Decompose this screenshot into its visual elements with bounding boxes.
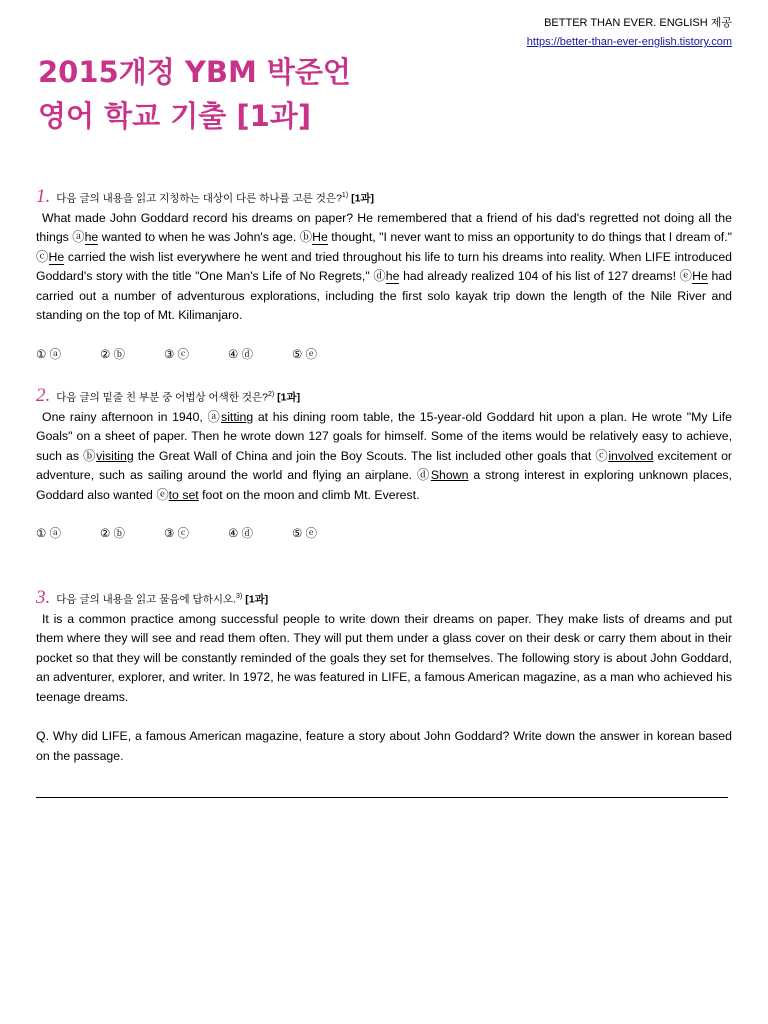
question-number: 3. [36,586,51,608]
passage-text: One rainy afternoon in 1940, [42,409,208,424]
passage-text: had already realized 104 of his list of 127 dreams! [399,269,680,283]
passage-text: thought, "I never want to miss an opportunity to do things that I dream of." [327,230,732,244]
underlined-word-e: He [692,269,708,283]
passage-text: the Great Wall of China and join the Boy Scouts. The list included other goals that [133,448,596,463]
choice-3[interactable]: ③ ⓒ [164,348,190,361]
passage-text: What made John Goddard record his dreams on paper? He remembered that a friend of his dad's regretted not doing all the things [36,210,732,244]
page-title [38,50,351,138]
question-number: 1. [36,185,51,207]
question-2-choices [36,525,732,541]
footnote-ref: 3) [236,593,243,600]
choice-1[interactable]: ① ⓐ [36,528,62,540]
marker-e: ⓔ [156,487,169,502]
choice-2[interactable]: ② ⓑ [100,528,126,540]
question-3-passage: It is a common practice among successful people to write down their dreams on paper. They make lists of dreams and put them where they will see and read them often. They will put them under a glass cover on their desk or carry them about in their pocket so that they will be constantly reminded of the goals they set for themselves. The following story is about John Goddard, an adventurer, explorer, and writer. In 1972, he was featured in LIFE, a famous American magazine, as a man who achieved his teenage dreams. [36,611,732,704]
provider-text: BETTER THAN EVER. ENGLISH 제공 [544,17,732,29]
question-3-prompt: Q. Why did LIFE, a famous American magazine, feature a story about John Goddard? Write down the answer in korean based on the passage. [36,729,732,763]
blog-link[interactable]: https://better-than-ever-english.tistory.com [526,36,732,48]
question-1-passage [36,209,732,326]
marker-b: ⓑ [83,448,97,463]
passage-text: carried the wish list everywhere he went and tried throughout his life to turn his dreams into reality. When LIFE introduced Goddard's story with the title "One Man's Life of No Regrets," [36,249,732,283]
underlined-word-c: He [48,249,65,264]
marker-d: ⓓ [417,468,431,482]
passage-text: foot on the moon and climb Mt. Everest. [198,487,420,502]
question-instruction: 다음 글의 밑줄 친 부분 중 어법상 어색한 것은? [56,391,269,404]
underlined-word-b: He [312,230,328,244]
marker-c: ⓒ [36,249,49,264]
header-info [527,14,732,52]
choice-4[interactable]: ④ ⓓ [228,348,254,361]
marker-d: ⓓ [373,269,386,283]
underlined-word-c: involved [608,448,654,463]
question-3 [36,587,732,766]
underlined-word-a: sitting [221,409,254,424]
underlined-word-b: visiting [96,448,134,463]
underlined-word-a: he [84,230,99,244]
passage-text: a strong interest in exploring unknown places, Goddard also wanted [36,468,732,502]
passage-text: wanted to when he was John's age. [98,230,300,244]
unit-tag: [1과] [245,593,269,606]
underlined-word-d: he [385,269,400,283]
choice-2[interactable]: ② ⓑ [100,348,126,361]
footnote-ref: 2) [268,391,275,398]
passage-text: at his dining room table, the 15-year-old Goddard hit upon a plan. He wrote "My Life Goals" on a sheet of paper. Then he wrote down 127 goals for himself. Some of the items would be relatively easy to achieve, such as [36,409,732,463]
question-instruction: 다음 글의 내용을 읽고 물음에 답하시오. [56,593,237,606]
underlined-word-e: to set [168,487,199,502]
answer-line[interactable] [36,797,728,798]
choice-3[interactable]: ③ ⓒ [164,528,190,540]
underlined-word-d: Shown [430,468,469,482]
unit-tag: [1과] [351,192,375,205]
passage-text: excitement or adventure, such as sailing around the world and flying an airplane. [36,448,732,482]
marker-a: ⓐ [207,409,222,424]
question-1 [36,186,732,362]
question-1-choices [36,346,732,362]
choice-5[interactable]: ⑤ ⓔ [292,528,318,540]
question-2-passage [36,408,732,506]
title-line-2: 영어 학교 기출 [1과] [38,99,312,133]
marker-a: ⓐ [72,230,85,244]
footnote-ref: 1) [341,192,349,199]
choice-4[interactable]: ④ ⓓ [228,528,254,540]
question-1-header [36,186,732,209]
question-2-header [36,385,732,408]
question-2 [36,385,732,541]
passage-text: had carried out a number of adventurous explorations, including the first solo kayak trip down the length of the Nile River and standing on the top of Mt. Kilimanjaro. [36,269,732,322]
question-instruction: 다음 글의 내용을 읽고 지칭하는 대상이 다른 하나를 고른 것은? [56,192,342,205]
choice-5[interactable]: ⑤ ⓔ [292,348,318,361]
unit-tag: [1과] [277,391,301,404]
title-line-1: 2015개정 YBM 박준언 [38,55,351,89]
question-number: 2. [36,384,51,406]
marker-e: ⓔ [679,269,693,283]
marker-b: ⓑ [299,230,313,244]
choice-1[interactable]: ① ⓐ [36,348,62,361]
marker-c: ⓒ [595,448,609,463]
question-3-header [36,587,732,610]
